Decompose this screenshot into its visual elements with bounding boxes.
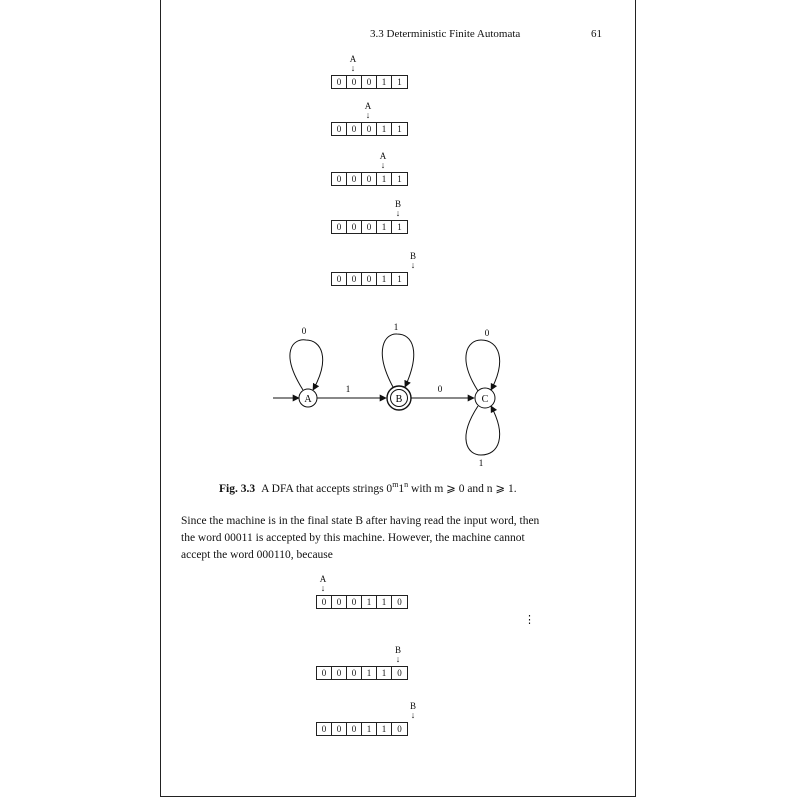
tape-cell: 0 [332, 667, 347, 679]
loop-c-bottom [466, 406, 500, 455]
tape-cell: 0 [362, 273, 377, 285]
tape-cell: 0 [397, 597, 402, 607]
tape-cell: 0 [332, 123, 347, 135]
figure-label: Fig. 3.3 [219, 482, 256, 495]
down-arrow-icon: ↓ [395, 208, 401, 218]
head-state-label: A [379, 151, 387, 161]
loop-c-bottom-label: 1 [478, 458, 484, 468]
tape-cell: 0 [347, 76, 362, 88]
tape-cell: 1 [377, 723, 392, 735]
page-number: 61 [591, 28, 602, 40]
loop-a-label: 0 [301, 326, 307, 336]
tape-cell: 0 [347, 123, 362, 135]
tape-cell: 1 [377, 123, 392, 135]
head-state-label: B [394, 645, 401, 655]
tape-cell: 0 [362, 173, 377, 185]
tape-cell: 0 [397, 724, 402, 734]
tape-cell: 0 [347, 173, 362, 185]
tape-cell: 1 [377, 173, 392, 185]
tape-cell: 1 [397, 222, 402, 232]
tape-cell: 0 [317, 667, 332, 679]
down-arrow-icon: ↓ [395, 654, 401, 664]
tape-cell: 0 [362, 123, 377, 135]
body-paragraph [181, 513, 611, 564]
tape-cell: 0 [362, 221, 377, 233]
reject-tape [316, 666, 408, 680]
tape-cell: 0 [362, 76, 377, 88]
tape-cell: 1 [377, 596, 392, 608]
down-arrow-icon: ↓ [410, 260, 416, 270]
figure-caption [219, 480, 639, 495]
loop-b-label: 1 [393, 322, 399, 332]
section-title: 3.3 Deterministic Finite Automata [370, 28, 521, 40]
tape-cell: 1 [377, 221, 392, 233]
tape-cell: 1 [362, 596, 377, 608]
tape-cell: 0 [347, 273, 362, 285]
book-page [160, 0, 636, 797]
tape-cell: 0 [347, 667, 362, 679]
head-state-label: B [394, 199, 401, 209]
tape-cell: 0 [317, 723, 332, 735]
state-b-label: B [395, 394, 403, 405]
state-c-label: C [481, 394, 489, 405]
tape-cell: 0 [332, 76, 347, 88]
loop-c-top [466, 340, 500, 391]
tape-cell: 0 [347, 221, 362, 233]
tape-cell: 0 [332, 596, 347, 608]
reject-tape [316, 722, 408, 736]
tape-cell: 1 [397, 274, 402, 284]
tape-cell: 0 [317, 596, 332, 608]
state-a-label: A [304, 394, 312, 405]
reject-tape [316, 595, 408, 609]
down-arrow-icon: ↓ [365, 110, 371, 120]
read-head-marker [405, 702, 421, 720]
tape-cell: 0 [332, 273, 347, 285]
head-state-label: A [349, 54, 357, 64]
down-arrow-icon: ↓ [350, 63, 356, 73]
paragraph-line-3: accept the word 000110, because [181, 549, 333, 561]
tape-cell: 1 [397, 174, 402, 184]
caption-text-before: A DFA that accepts strings 0 [261, 482, 393, 495]
tape-cell: 1 [377, 76, 392, 88]
caption-mid: 1 [398, 482, 405, 495]
down-arrow-icon: ↓ [320, 583, 326, 593]
caption-sup-m: m [392, 480, 399, 489]
loop-c-top-label: 0 [484, 328, 490, 338]
loop-a [290, 340, 323, 390]
read-head-marker [390, 646, 406, 664]
paragraph-line-2: the word 00011 is accepted by this machine. However, the machine cannot [181, 532, 525, 544]
down-arrow-icon: ↓ [380, 160, 386, 170]
caption-text-after: with m ⩾ 0 and n ⩾ 1. [408, 482, 517, 495]
dfa-diagram [161, 0, 637, 480]
tape-cell: 1 [377, 667, 392, 679]
tape-cell: 0 [332, 173, 347, 185]
tape-cell: 1 [362, 667, 377, 679]
tape-cell: 1 [362, 723, 377, 735]
caption-sup-n: n [404, 480, 409, 489]
tape-cell: 0 [347, 723, 362, 735]
tape-cell: 0 [347, 596, 362, 608]
vertical-ellipsis: ⋮ [524, 614, 535, 626]
tape-cell: 0 [332, 723, 347, 735]
down-arrow-icon: ↓ [410, 710, 416, 720]
edge-b-c-label: 0 [437, 384, 443, 394]
tape-cell: 0 [397, 668, 402, 678]
head-state-label: A [319, 574, 327, 584]
tape-cell: 1 [397, 124, 402, 134]
tape-cell: 1 [377, 273, 392, 285]
head-state-label: B [409, 251, 416, 261]
loop-b [382, 334, 413, 387]
head-state-label: A [364, 101, 372, 111]
edge-a-b-label: 1 [345, 384, 351, 394]
tape-cell: 0 [332, 221, 347, 233]
paragraph-line-1: Since the machine is in the final state B after having read the input word, then [181, 515, 540, 527]
head-state-label: B [409, 701, 416, 711]
read-head-marker [315, 575, 331, 593]
tape-cell: 1 [397, 77, 402, 87]
